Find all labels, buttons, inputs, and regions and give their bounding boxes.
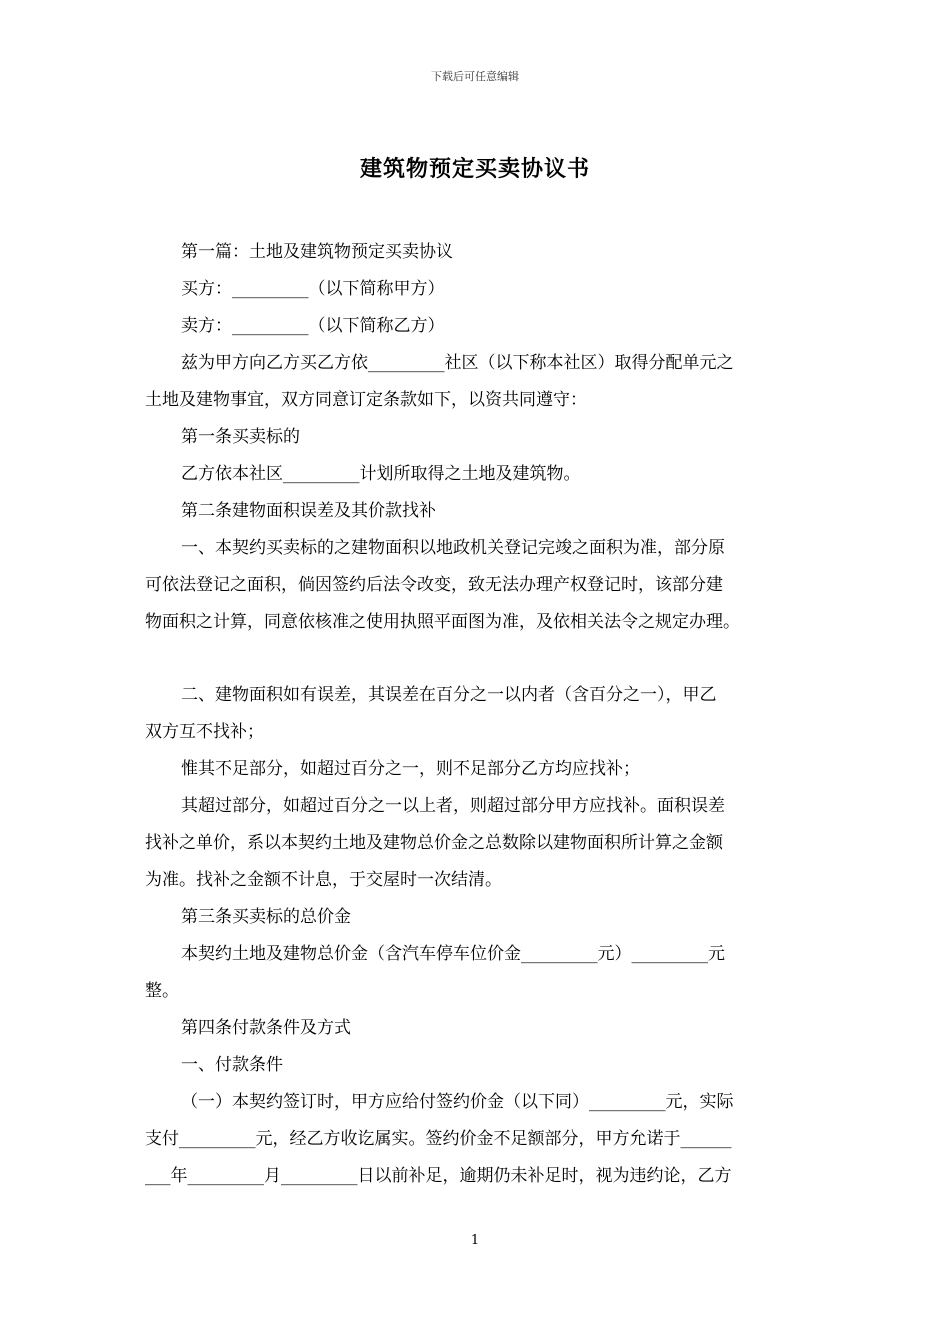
text-line: （一）本契约签订时，甲方应给付签约价金（以下同）_________元，实际 xyxy=(181,1092,734,1112)
text-line: 支付_________元，经乙方收讫属实。签约价金不足额部分，甲方允诺于______ xyxy=(145,1129,732,1149)
text-line: 第一条买卖标的 xyxy=(181,427,300,447)
header-note: 下载后可任意编辑 xyxy=(431,70,519,83)
text-line: 买方：_________（以下简称甲方） xyxy=(181,279,445,299)
text-line: 双方互不找补； xyxy=(145,722,264,742)
document-title: 建筑物预定买卖协议书 xyxy=(359,156,590,182)
paragraph-gap xyxy=(145,641,815,677)
text-line: 惟其不足部分，如超过百分之一，则不足部分乙方均应找补； xyxy=(181,759,640,779)
text-line: 本契约土地及建物总价金（含汽车停车位价金_________元）_________元 xyxy=(181,944,725,964)
text-line: 第一篇：土地及建筑物预定买卖协议 xyxy=(181,242,453,262)
text-line: 兹为甲方向乙方买乙方依_________社区（以下称本社区）取得分配单元之 xyxy=(181,353,734,373)
text-line: 可依法登记之面积，倘因签约后法令改变，致无法办理产权登记时，该部分建 xyxy=(145,575,723,595)
text-line: 乙方依本社区_________计划所取得之土地及建筑物。 xyxy=(181,464,581,484)
text-line: ___年_________月_________日以前补足，逾期仍未补足时，视为违约论，乙方 xyxy=(145,1166,732,1186)
text-line: 一、付款条件 xyxy=(181,1055,283,1075)
text-line: 二、建物面积如有误差，其误差在百分之一以内者（含百分之一），甲乙 xyxy=(181,685,717,705)
text-line: 其超过部分，如超过百分之一以上者，则超过部分甲方应找补。面积误差 xyxy=(181,796,725,816)
text-line: 第四条付款条件及方式 xyxy=(181,1018,351,1038)
page-number: 1 xyxy=(470,1233,480,1248)
text-line: 找补之单价，系以本契约土地及建物总价金之总数除以建物面积所计算之金额 xyxy=(145,833,723,853)
text-line: 物面积之计算，同意依核准之使用执照平面图为准，及依相关法令之规定办理。 xyxy=(145,612,740,632)
text-line: 为准。找补之金额不计息，于交屋时一次结清。 xyxy=(145,870,502,890)
document-body xyxy=(145,234,815,1195)
text-line: 第二条建物面积误差及其价款找补 xyxy=(181,501,436,521)
text-line: 第三条买卖标的总价金 xyxy=(181,907,351,927)
text-line: 一、本契约买卖标的之建物面积以地政机关登记完竣之面积为准，部分原 xyxy=(181,538,725,558)
text-line: 卖方：_________（以下简称乙方） xyxy=(181,316,445,336)
text-line: 土地及建物事宜，双方同意订定条款如下，以资共同遵守： xyxy=(145,390,587,410)
text-line: 整。 xyxy=(145,981,179,1001)
